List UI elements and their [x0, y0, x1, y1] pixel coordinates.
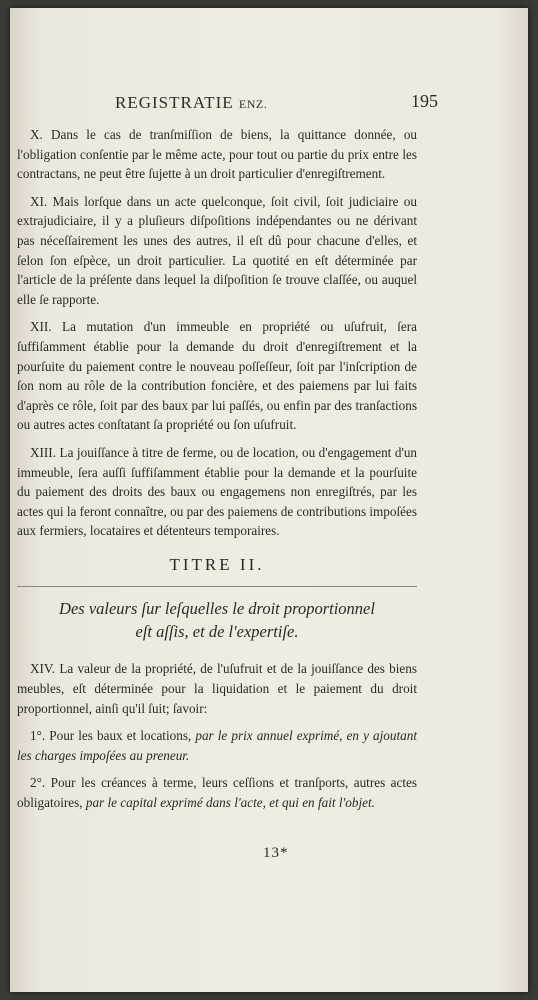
article-text: La jouiſſance à titre de ferme, ou de location, ou d'engagement d'un immeuble, ſera auſſi ſuffiſamment établie pour la demande et la pourſuite du paiement des droits des baux ou engagemens non enregiſtrés, par les actes qui la feront connaître, ou par des paiemens de contributions impoſées aux fermiers, locataires et détenteurs temporaires.: [17, 444, 418, 539]
article-text: Mais lorſque dans un acte quelconque, ſoit civil, ſoit judiciaire ou extrajudiciaire, il y a pluſieurs diſpoſitions indépendantes ou ne dérivant pas néceſſairement les unes des autres, il eſt dû pour chacune d'elles, et ſelon ſon eſpèce, un droit particulier. La quotité en eſt déterminée par l'article de la préſente dans lequel la diſpoſition ſe trouve claſſée, ou auquel elle ſe rapporte.: [17, 193, 417, 307]
paragraph-xii: [17, 317, 417, 435]
paragraph-x: [17, 125, 417, 184]
titre-heading: TITRE II.: [169, 554, 265, 574]
subtitle-line-2: eſt aſſis, et de l'expertiſe.: [135, 622, 299, 642]
article-number: XIV.: [30, 661, 56, 677]
page-header: [115, 91, 438, 113]
item-number: 1°.: [30, 728, 46, 744]
signature-mark: 13*: [263, 845, 289, 861]
article-number: XII.: [30, 319, 52, 335]
article-number: X.: [30, 127, 43, 142]
item-number: 2°.: [30, 775, 46, 791]
paragraph-xi: [17, 192, 417, 310]
running-title-text: REGISTRATIE: [115, 93, 234, 112]
item-italic-text: par le capital exprimé dans l'acte, et qui en fait l'objet.: [85, 795, 375, 811]
text-column: [17, 125, 417, 821]
article-text: La mutation d'un immeuble en propriété ou uſufruit, ſera ſuffiſamment établie pour la demande du droit d'enregiſtrement et la pourſuite du paiement contre le nouveau poſſeſſeur, ſoit par l'inſcription de ſon nom au rôle de la contribution foncière, et des paiemens par lui faits d'après ce rôle, ſoit par des baux par lui paſſés, ou enfin par des tranſactions ou autres actes conſtatant ſa propriété ou ſon uſufruit.: [17, 319, 417, 433]
titre-subtitle: [17, 597, 417, 643]
item-italic-text: par le prix annuel exprimé, en y ajoutant les charges impoſées au preneur.: [17, 728, 418, 763]
page-number: 195: [411, 91, 438, 111]
item-text: Pour les baux et locations,: [49, 728, 192, 744]
article-text: Dans le cas de tranſmiſſion de biens, la quittance donnée, ou l'obligation conſentie par le même acte, pour tout ou partie du prix entre les contractans, ne peut être ſujette à un droit particulier d'enregiſtrement.: [17, 127, 418, 182]
running-title: [115, 93, 267, 113]
article-number: XIII.: [30, 444, 56, 460]
item-2: [17, 773, 417, 812]
titre-rule: [17, 586, 417, 587]
paragraph-xiv: [17, 659, 417, 718]
subtitle-line-1: Des valeurs ſur leſquelles le droit proportionnel: [59, 599, 375, 619]
article-text: La valeur de la propriété, de l'uſufruit et de la jouiſſance des biens meubles, eſt déterminée pour la liquidation et le paiement du droit proportionnel, ainſi qu'il ſuit; ſavoir:: [17, 661, 418, 716]
running-title-small: ENZ.: [238, 97, 268, 111]
article-number: XI.: [30, 193, 48, 209]
item-1: [17, 726, 417, 765]
paragraph-xiii: [17, 443, 417, 541]
item-text: Pour les créances à terme, leurs ceſſions et tranſports, autres actes obligatoires,: [17, 775, 418, 811]
